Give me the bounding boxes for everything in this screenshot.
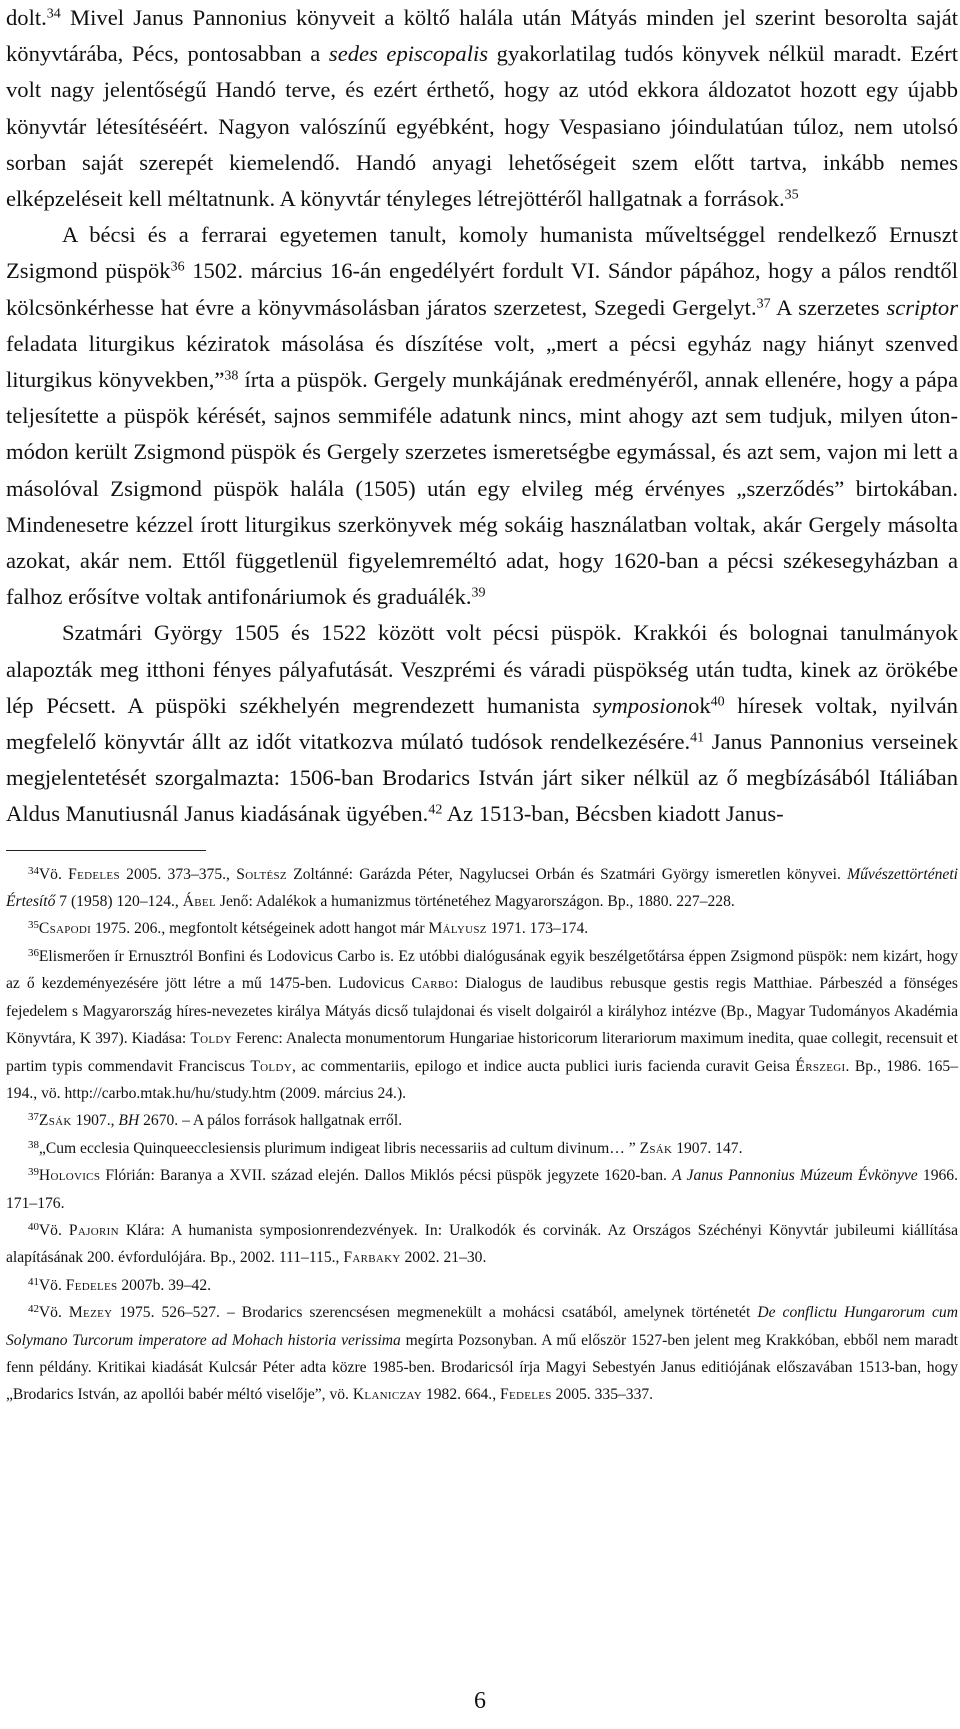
text-run: 2007b. 39–42. bbox=[117, 1276, 212, 1294]
footnote bbox=[6, 1272, 958, 1299]
body-paragraph bbox=[6, 217, 958, 615]
footnote-number: 42 bbox=[28, 1303, 39, 1316]
author-name: Farbaky bbox=[343, 1249, 401, 1267]
text-run: gyakorlatilag tudós könyvek nélkül maradt. Ezért volt nagy jelentőségű Handó terve, és ezért érthető, hogy az utód ekkora áldozatot hozott egy újabb könyvtár létesítéséért. Nagyon valószínű egyébként, hogy Vespasiano jóindulatúan túloz, nem utolsó sorban saját szerepét kiemelendő. Handó anyagi lehetőségeit szem előtt tartva, inkább nemes elképzeléseit kell méltatnunk. A könyvtár tényleges létrejöttéről hallgatnak a források. bbox=[6, 41, 958, 212]
footnote bbox=[6, 861, 958, 916]
author-name: Ábel bbox=[182, 893, 216, 911]
text-run: Flórián: Baranya a XVII. század elején. Dallos Miklós pécsi püspök jegyzete 1620-ban. bbox=[100, 1167, 673, 1185]
text-run: Mivel Janus Pannonius könyveit a költő halála után Mátyás minden jel szerint besorolta saját könyvtárába, Pécs, pontosabban a bbox=[6, 5, 958, 67]
text-run: feladata liturgikus kéziratok másolása és díszítése volt, „mert a pécsi egyház nagy hiányt szenved liturgikus könyvekben,” bbox=[6, 330, 958, 393]
text-run: Az 1513-ban, Bécsben kiadott Janus- bbox=[442, 801, 784, 827]
text-run: „Cum ecclesia Quinqueecclesiensis plurimum indigeat libris necessariis ad cultum divinum… ” bbox=[38, 1139, 640, 1157]
text-run: ok bbox=[688, 692, 711, 718]
text-run: 2005. 373–375., bbox=[119, 865, 237, 883]
text-run: 7 (1958) 120–124., bbox=[55, 893, 183, 911]
footnote-number: 41 bbox=[28, 1275, 39, 1288]
footnote-number: 38 bbox=[28, 1138, 39, 1151]
footnote bbox=[6, 1217, 958, 1272]
footnote-ref: 38 bbox=[224, 368, 239, 384]
text-run: 1966. 171–176. bbox=[6, 1167, 958, 1212]
author-name: Soltész bbox=[236, 865, 287, 883]
text-run: Vö. bbox=[38, 865, 69, 883]
footnote-number: 35 bbox=[28, 919, 39, 932]
author-name: Zsák bbox=[38, 1112, 72, 1130]
footnote bbox=[6, 915, 958, 942]
author-name: Fedeles bbox=[68, 865, 120, 883]
text-run: Ferenc: Analecta monumentorum Hungariae historicorum literariorum maximum inedita, quae collegit, recensuit et partim typis commendavit Franciscus bbox=[6, 1030, 959, 1075]
text-run: Elismerően ír Ernusztról Bonfini és Lodovicus Carbo is. Ez utóbbi dialógusának egyik beszélgetőtársa éppen Zsigmond püspök: nem kizárt, hogy az ő kezdeményezésére jött létre a mű 1475-ben. Ludovicus bbox=[6, 947, 958, 993]
footnote-ref: 39 bbox=[471, 585, 486, 601]
footnote-ref: 37 bbox=[756, 295, 771, 311]
italic-run: De conflictu Hungarorum cum Solymano Turcorum imperatore ad Mohach historia verissima bbox=[6, 1304, 958, 1349]
author-name: Érszegi bbox=[795, 1057, 846, 1075]
text-run: híresek voltak, nyilván megfelelő könyvtár állt az időt vitatkozva múlató tudósok rendelkezésére. bbox=[6, 692, 958, 755]
text-run: 1907., bbox=[71, 1112, 119, 1130]
italic-run: Művészettörténeti Értesítő bbox=[6, 865, 958, 911]
text-run: írta a püspök. Gergely munkájának eredményéről, annak ellenére, hogy a pápa teljesítette a püspök kérését, sajnos semmiféle adatunk nincs, mint ahogy azt sem tudjuk, milyen úton-módon került Zsigmond püspök és Gergely szerzetes ismeretségbe egymással, és azt sem, vajon mi lett a másolóval Zsigmond püspök halála (1505) után egy elvileg még érvényes „szerződés” birtokában. Mindenesetre kézzel írott liturgikus szerkönyvek még sokáig használatban voltak, akár Gergely másolta azokat, akár nem. Ettől függetlenül figyelemreméltó adat, hogy 1620-ban a pécsi székesegyházban a falhoz erősítve voltak antifonáriumok és graduálék. bbox=[6, 367, 958, 610]
footnote-rule bbox=[6, 850, 206, 851]
italic-run: A Janus Pannonius Múzeum Évkönyve bbox=[672, 1167, 918, 1185]
text-run: A bécsi és a ferrarai egyetemen tanult, komoly humanista műveltséggel rendelkező Ernuszt Zsigmond püspök bbox=[6, 222, 958, 284]
text-run: A szerzetes bbox=[770, 294, 887, 320]
footnote-ref: 40 bbox=[710, 694, 725, 710]
text-run: Vö. bbox=[38, 1276, 66, 1294]
footnote-ref: 36 bbox=[170, 259, 185, 275]
text-run: 1975. 526–527. – Brodarics szerencsésen megmenekült a mohácsi csatából, amelynek történetét bbox=[112, 1304, 758, 1322]
italic-run: BH bbox=[118, 1112, 140, 1130]
footnote-number: 37 bbox=[28, 1111, 39, 1124]
author-name: Fedeles bbox=[65, 1276, 118, 1294]
footnote-ref: 35 bbox=[784, 187, 799, 203]
text-run: dolt. bbox=[6, 5, 47, 30]
text-run: 2002. 21–30. bbox=[400, 1249, 487, 1267]
footnote bbox=[6, 943, 958, 1107]
author-name: Pajorin bbox=[68, 1221, 119, 1239]
text-run: Jenő: Adalékok a humanizmus történetéhez Magyarországon. Bp., 1880. 227–228. bbox=[215, 893, 735, 911]
author-name: Carbo bbox=[411, 975, 454, 993]
text-run: Janus Pannonius verseinek megjelentetését szorgalmazta: 1506-ban Brodarics István járt siker nélkül az ő megbízásából Itáliában Aldus Manutiusnál Janus kiadásának ügyében. bbox=[6, 729, 958, 827]
author-name: Mályusz bbox=[428, 920, 487, 938]
text-run: 1982. 664., bbox=[422, 1386, 500, 1404]
footnote-ref: 41 bbox=[690, 730, 705, 746]
footnote-number: 34 bbox=[28, 864, 39, 877]
author-name: Mezey bbox=[68, 1304, 113, 1322]
body-paragraph bbox=[6, 615, 958, 832]
footnote-number: 39 bbox=[28, 1166, 39, 1179]
author-name: Holovics bbox=[38, 1167, 101, 1185]
footnote bbox=[6, 1162, 958, 1217]
text-run: 2005. 335–337. bbox=[551, 1386, 654, 1404]
text-run: 1502. március 16-án engedélyért fordult VI. Sándor pápához, hogy a pálos rendtől kölcsönkérhesse hat évre a könyvmásolásban járatos szerzetest, Szegedi Gergelyt. bbox=[6, 258, 959, 320]
body-paragraph bbox=[6, 0, 958, 217]
text-run: 1975. 206., megfontolt kétségeinek adott hangot már bbox=[91, 920, 429, 938]
italic-run: symposion bbox=[592, 692, 689, 718]
footnote bbox=[6, 1299, 958, 1409]
text-run: . Bp., 1986. 165–194., vö. http://carbo.mtak.hu/hu/study.htm (2009. március 24.). bbox=[6, 1057, 958, 1102]
page bbox=[6, 0, 958, 1409]
footnote-ref: 42 bbox=[428, 802, 443, 818]
footnote-ref: 34 bbox=[46, 6, 61, 22]
author-name: Toldy bbox=[190, 1030, 232, 1048]
footnote bbox=[6, 1135, 958, 1162]
footnote-number: 40 bbox=[28, 1221, 39, 1234]
text-run: megírta Pozsonyban. A mű először 1527-ben jelent meg Krakkóban, ebből nem maradt fenn példány. Kritikai kiadását Kulcsár Péter adta közre 1985-ben. Brodaricsól írja Magyi Sebestyén Janus editiójának előszavában 1513-ban, hogy „Brodarics István, az apollói babér méltó viselője”, vö. bbox=[6, 1331, 958, 1404]
text-run: Vö. bbox=[38, 1221, 69, 1239]
text-run: 1907. 147. bbox=[672, 1139, 743, 1157]
italic-run: sedes episcopalis bbox=[328, 41, 489, 67]
text-run: : Dialogus de laudibus rebusque gestis regis Matthiae. Párbeszéd a fönséges fejedelem s Magyarország híres-nevezetes királya Mátyás dicső tulajdonai és viselt dolgairól a királyhoz intézve (Bp., Magyar Tudományos Akadémia Könyvtára, K 397). Kiadása: bbox=[6, 975, 959, 1048]
text-run: Szatmári György 1505 és 1522 között volt pécsi püspök. Krakkói és bolognai tanulmányok alapozták meg itthoni fényes pályafutását. Veszprémi és váradi püspökség után tudta, kinek az örökébe lép Pécsett. A püspöki székhelyén megrendezett humanista bbox=[6, 620, 958, 718]
footnote bbox=[6, 1107, 958, 1134]
text-run: 1971. 173–174. bbox=[486, 920, 589, 938]
author-name: Csapodi bbox=[38, 920, 92, 938]
footnotes bbox=[6, 861, 958, 1409]
text-run: 2670. – A pálos források hallgatnak erről. bbox=[139, 1112, 403, 1130]
author-name: Klaniczay bbox=[352, 1386, 423, 1404]
text-run: Zoltánné: Garázda Péter, Nagylucsei Orbán és Szatmári György ismeretlen könyvei. bbox=[286, 865, 848, 883]
page-number: 6 bbox=[474, 1688, 486, 1714]
footnote-number: 36 bbox=[28, 946, 39, 959]
italic-run: scriptor bbox=[886, 294, 958, 320]
author-name: Zsák bbox=[639, 1139, 673, 1157]
main-text bbox=[6, 0, 958, 833]
author-name: Fedeles bbox=[500, 1386, 552, 1404]
text-run: Klára: A humanista symposionrendezvények. In: Uralkodók és corvinák. Az Országos Széchényi Könyvtár jubileumi kiállítása alapításának 200. évfordulójára. Bp., 2002. 111–115., bbox=[6, 1221, 958, 1267]
text-run: , ac commentariis, epilogo et indice aucta publici iuris facienda curavit Geisa bbox=[291, 1057, 796, 1075]
text-run: Vö. bbox=[38, 1304, 69, 1322]
author-name: Toldy bbox=[250, 1057, 292, 1075]
